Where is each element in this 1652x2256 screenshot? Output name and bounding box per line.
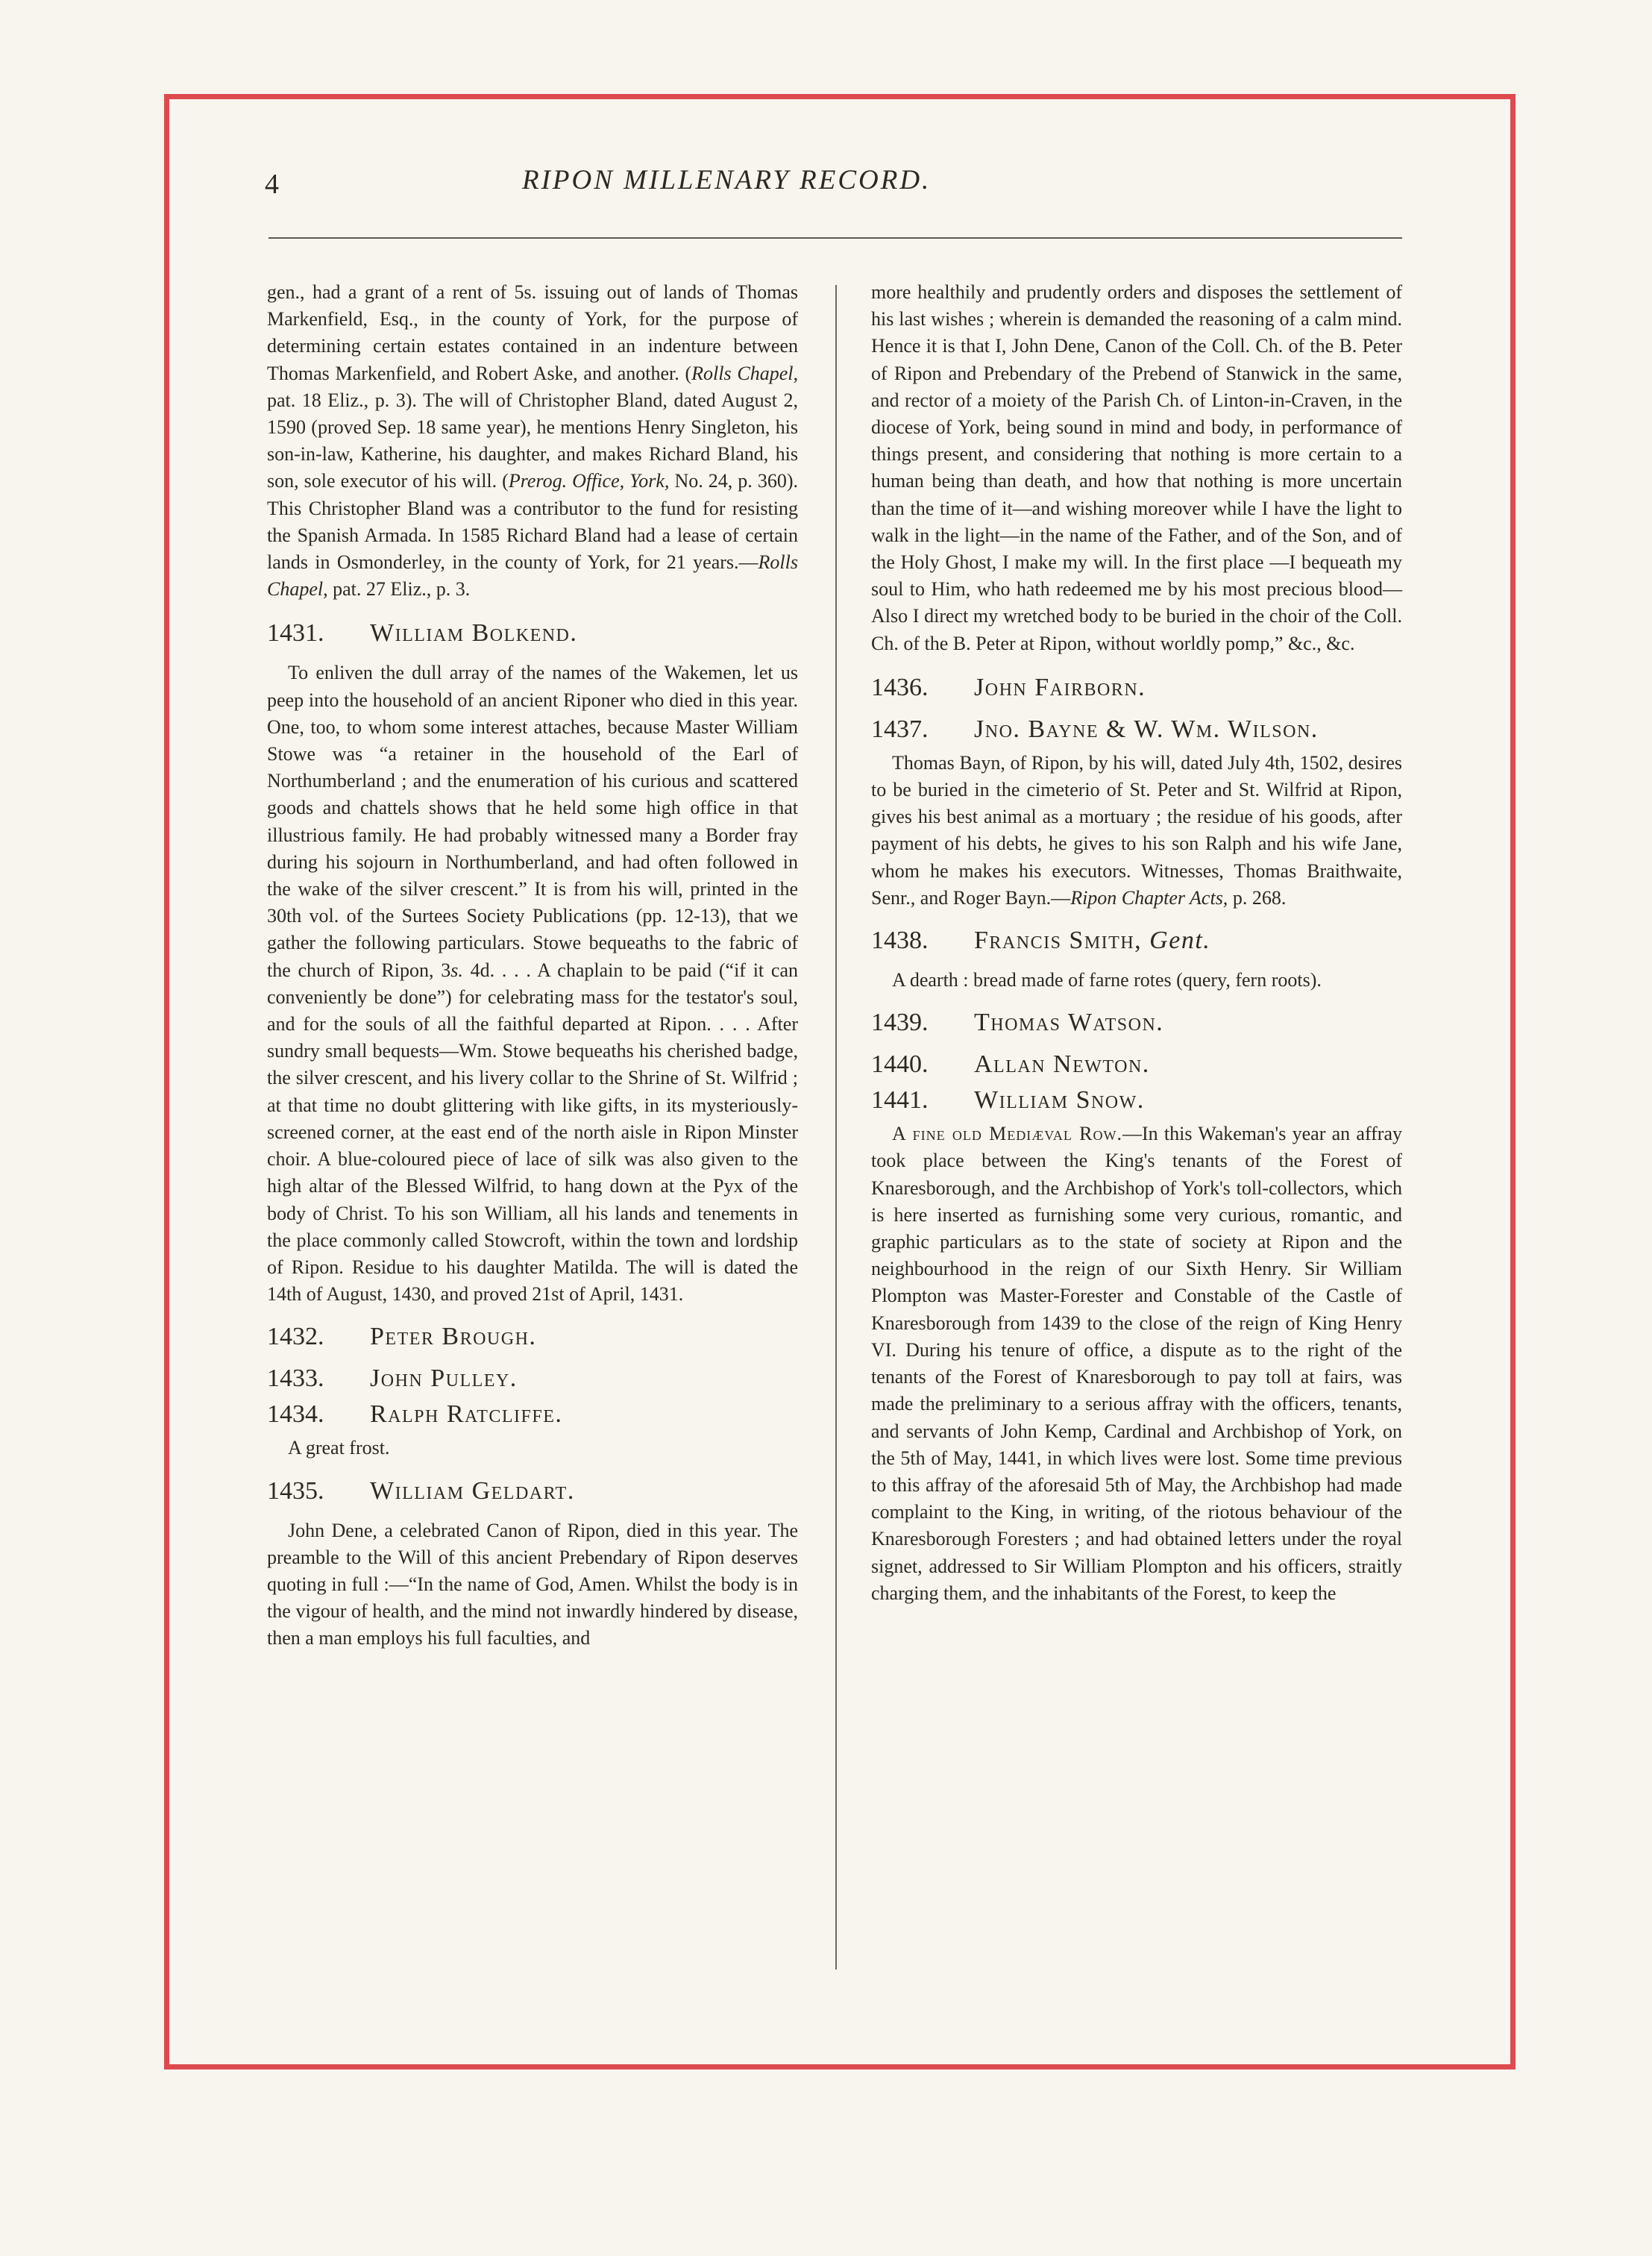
wakeman-entry-1437 <box>871 714 1402 745</box>
page-number: 4 <box>265 169 279 200</box>
wakeman-entry-1435 <box>267 1476 798 1507</box>
column-divider <box>835 285 837 1970</box>
entry-year: 1436. <box>871 673 929 701</box>
entry-name: Francis Smith, Gent. <box>974 927 1211 955</box>
left-column <box>267 279 798 1652</box>
wakeman-entry-1433 <box>267 1363 798 1394</box>
wakeman-entry-1439 <box>871 1007 1402 1038</box>
entry-name: John Pulley. <box>370 1364 518 1393</box>
entry-year: 1439. <box>871 1009 929 1037</box>
entry-year: 1438. <box>871 927 929 955</box>
paragraph-john-dene: John Dene, a celebrated Canon of Ripon, died in this year. The preamble to the Will of this ancient Prebendary of Ripon deserves quoting in full :—“In the name of God, Amen. Whilst the body is in the vigour of health, and the mind not inwardly hindered by disease, then a man employs his full faculties, and <box>267 1519 798 1649</box>
entry-name: John Fairborn. <box>974 673 1146 701</box>
entry-name: Ralph Ratcliffe. <box>370 1400 563 1429</box>
paragraph-dene-will: more healthily and prudently orders and disposes the settlement of his last wishes ; wherein is demanded the reasoning of a calm mind. Hence it is that I, John Dene, Canon of the Coll. Ch. of the B. Peter of Ripon and Prebendary of the Prebend of Stanwick in the same, and rector of a moiety of the Parish Ch. of Linton-in-Craven, in the diocese of York, being sound in mind and body, in performance of things present, and considering that nothing is more certain to a human being than death, and how that nothing is more uncertain than the time of it—and wishing moreover while I have the light to walk in the light—in the name of the Father, and of the Son, and of the Holy Ghost, I make my will. In the first place —I bequeath my soul to Him, who hath redeemed me by his most precious blood—Also I direct my wretched body to be buried in the choir of the Coll. Ch. of the B. Peter at Ripon, without worldly pomp,” &c., &c. <box>871 281 1402 654</box>
wakeman-entry-1436 <box>871 672 1402 704</box>
header-rule <box>268 237 1402 239</box>
entry-year: 1440. <box>871 1050 929 1079</box>
entry-name: Allan Newton. <box>974 1050 1150 1079</box>
wakeman-entry-1438 <box>871 925 1402 956</box>
paragraph-medieval-row: A fine old Mediæval Row.—In this Wakeman's year an affray took place between the King's tenants of the Forest of Knaresborough, and the Archbishop of York's toll-collectors, which is here inserted as furnishing some very curious, romantic, and graphic particulars as to the state of society at Ripon and the neighbourhood in the reign of our Sixth Henry. Sir William Plompton was Master-Forester and Constable of the Castle of Knaresborough from 1439 to the close of the reign of King Henry VI. During his tenure of office, a dispute as to the right of the tenants of the Forest of Knaresborough to pay toll at fairs, was made the preliminary to a serious affray with the officers, tenants, and servants of John Kemp, Cardinal and Archbishop of York, on the 5th of May, 1441, in which lives were lost. Some time previous to this affray of the aforesaid 5th of May, the Archbishop had made complaint to the King, in writing, of the riotous behaviour of the Knaresborough Foresters ; and had obtained letters under the royal signet, addressed to Sir William Plompton and his officers, straitly charging them, and the inhabitants of the Forest, to keep the <box>871 1123 1402 1604</box>
entry-name: William Bolkend. <box>370 619 578 648</box>
entry-year: 1434. <box>267 1400 324 1429</box>
running-title: RIPON MILLENARY RECORD. <box>522 165 932 195</box>
wakeman-entry-1432 <box>267 1321 798 1353</box>
entry-year: 1437. <box>871 715 929 743</box>
entry-name: William Snow. <box>974 1086 1145 1115</box>
entry-year: 1432. <box>267 1323 324 1351</box>
entry-year: 1431. <box>267 619 324 648</box>
wakeman-entry-1440 <box>871 1049 1402 1080</box>
paragraph-bland-lands: gen., had a grant of a rent of 5s. issuing out of lands of Thomas Markenfield, Esq., in the county of York, for the purpose of determining certain estates contained in an indenture between Thomas Markenfield, and Robert Aske, and another. (Rolls Chapel, pat. 18 Eliz., p. 3). The will of Christopher Bland, dated August 2, 1590 (proved Sep. 18 same year), he mentions Henry Singleton, his son-in-law, Katherine, his daughter, and makes Richard Bland, his son, sole executor of his will. (Prerog. Office, York, No. 24, p. 360). This Christopher Bland was a contributor to the fund for resisting the Spanish Armada. In 1585 Richard Bland had a lease of certain lands in Osmonderley, in the county of York, for 21 years.—Rolls Chapel, pat. 27 Eliz., p. 3. <box>267 281 799 601</box>
entry-name: Jno. Bayne & W. Wm. Wilson. <box>974 715 1319 743</box>
paragraph-stowe-will: To enliven the dull array of the names of the Wakemen, let us peep into the household of an ancient Riponer who died in this year. One, too, to whom some interest attaches, because Master William Stowe was “a retainer in the household of the Earl of Northumberland ; and the enumeration of his curious and scattered goods and chattels shows that he held some high office in that illustrious family. He had probably witnessed many a Border fray during his sojourn in Northumberland, and had often followed in the wake of the silver crescent.” It is from his will, printed in the 30th vol. of the Surtees Society Publications (pp. 12-13), that we gather the following particulars. Stowe bequeaths to the fabric of the church of Ripon, 3s. 4d. . . . A chaplain to be paid (“if it can conveniently be done”) for celebrating mass for the testator's soul, and for the souls of all the faithful departed at Ripon. . . . After sundry small bequests—Wm. Stowe bequeaths his cherished badge, the silver crescent, and his livery collar to the Shrine of St. Wilfrid ; at that time no doubt glittering with like gifts, in its mysteriously-screened corner, at the east end of the north aisle in Ripon Minster choir. A blue-coloured piece of lace of silk was also given to the high altar of the Blessed Wilfrid, to hang down at the Pyx of the body of Christ. To his son William, all his lands and tenements in the place commonly called Stowcroft, within the town and lordship of Ripon. Residue to his daughter Matilda. The will is dated the 14th of August, 1430, and proved 21st of April, 1431. <box>267 662 798 1306</box>
wakeman-entry-1441 <box>871 1085 1402 1116</box>
entry-year: 1435. <box>267 1476 324 1505</box>
paragraph-thomas-bayn: Thomas Bayn, of Ripon, by his will, dated July 4th, 1502, desires to be buried in the cimeterio of St. Peter and St. Wilfrid at Ripon, gives his best animal as a mortuary ; the residue of his goods, after payment of his debts, he gives to his son Ralph and his wife Jane, whom he makes his executors. Witnesses, Thomas Braithwaite, Senr., and Roger Bayn.—Ripon Chapter Acts, p. 268. <box>871 751 1402 909</box>
wakeman-entry-1434 <box>267 1399 798 1430</box>
right-column <box>871 279 1402 1607</box>
entry-name: Thomas Watson. <box>974 1009 1164 1037</box>
paragraph-great-frost: A great frost. <box>288 1437 390 1459</box>
section-lead: A fine old Mediæval Row. <box>892 1123 1122 1145</box>
entry-year: 1433. <box>267 1364 324 1393</box>
entry-name: Peter Brough. <box>370 1323 537 1351</box>
entry-year: 1441. <box>871 1086 929 1115</box>
entry-name: William Geldart. <box>370 1476 575 1505</box>
wakeman-entry-1431 <box>267 618 798 649</box>
paragraph-dearth: A dearth : bread made of farne rotes (query, fern roots). <box>892 969 1322 991</box>
